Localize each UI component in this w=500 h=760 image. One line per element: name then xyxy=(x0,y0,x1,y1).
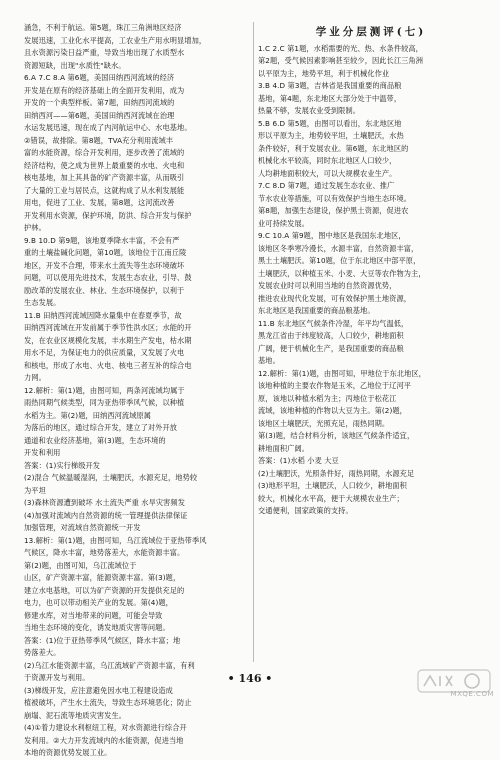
text-line: 9.B 10.D 第9题，该地夏季降水丰富，不会有严 xyxy=(24,235,180,245)
text-line: 开发是在原有的经济基础上的全面开发利用，成为 xyxy=(24,85,185,95)
text-line: 6.A 7.C 8.A 第6题，美国田纳西河流域的经济 xyxy=(24,73,175,82)
text-line: (4)①着力建设水利枢纽工程，对水资源进行综合开 xyxy=(24,723,187,732)
text-line: (3)梯级开发，应注意避免因水电工程建设造成 xyxy=(24,685,173,695)
text-line: 黑龙江省由于纬度较高，人口较少，耕地面积 xyxy=(258,331,404,340)
text-line: (2)乌江水能资源丰富，乌江流域矿产资源丰富，有利 xyxy=(24,660,195,670)
text-line: 11.B 田纳西河流域因降水量集中在春夏季节，故 xyxy=(24,310,182,320)
text-line: 交通便利，国家政策的支持。 xyxy=(258,506,353,515)
text-line: 山区，矿产资源丰富，能源资源丰富。第(3)题， xyxy=(24,573,181,582)
text-line: 答案：(1)实行梯级开发 xyxy=(24,460,101,470)
text-line: 1.C 2.C 第1题，水稻需要的光、热、水条件较高， xyxy=(258,43,423,53)
text-line: 水运发展迅速，现在成了内河航运中心、水电基地。 xyxy=(24,123,192,132)
text-line: 当地生态环境的变化，诱发地质灾害等问题。 xyxy=(24,623,170,632)
text-line: 9.C 10.A 第9题，图中地区是我国东北地区， xyxy=(258,231,406,240)
text-line: 答案：(1)水稻 小麦 大豆 xyxy=(258,456,339,465)
text-line: 3.B 4.D 第3题，吉林省是我国重要的商品粮 xyxy=(258,81,402,90)
text-line: 发，在农业区规模化发展，丰水期生产发电，枯水期 xyxy=(24,335,192,345)
text-line: 发展迅速，工业化水平提高，工农业生产用水明显增加， xyxy=(24,35,207,45)
text-line: 气候区，降水丰富，地势落差大，水能资源丰富。 xyxy=(24,548,185,557)
text-line: 涵急，不利于航运。第5题，珠江三角洲地区经济 xyxy=(24,23,182,32)
left-column xyxy=(24,22,250,760)
text-line: 田纳西河——第6题，美国田纳西河流域在治理 xyxy=(24,110,175,120)
text-line: 基地。 xyxy=(258,356,280,365)
text-line: 为落后的地区，通过综合开发，建立了对外开放 xyxy=(24,423,178,432)
text-line: 东北地区是我国重要的商品粮基地。 xyxy=(258,306,375,315)
text-line: (3)森林资源遭到破坏 水土流失严重 水旱灾害频发 xyxy=(24,498,186,507)
text-line: 励改革的发展农业、林业、生态环境保护，以利于 xyxy=(24,285,185,295)
text-line: 建立水电基地，可以为矿产资源的开发提供充足的 xyxy=(24,585,185,595)
text-line: 该地种植的主要农作物是玉米，乙地位于辽河平 xyxy=(258,381,412,390)
text-line: 崩塌、泥石流等地质灾害发生。 xyxy=(24,710,127,720)
text-line: 经济结构，使之成为世界上最重要的水电、火电和 xyxy=(24,160,185,170)
text-line: 用水不足，为保证电力的供应质量，又发展了火电 xyxy=(24,348,185,357)
text-line: 耕地面积广阔。 xyxy=(258,443,310,453)
text-line: 条件较好，利于发展农业。第6题，东北地区的 xyxy=(258,143,409,153)
right-column-body xyxy=(258,43,484,518)
text-line: 重的土壤盐碱化问题，第10题，该地位于江南丘陵 xyxy=(24,248,187,257)
text-line: (3)地形平坦，土壤肥沃，人口较少，耕地面积 xyxy=(258,481,407,490)
text-line: 黑土土壤肥沃。第10题，位于东北地区中部平原， xyxy=(258,256,421,265)
text-line: 形以平原为主，地势较平坦，土壤肥沃，水热 xyxy=(258,131,404,140)
text-line: 人均耕地面积较大，可以大规模农业生产。 xyxy=(258,168,397,178)
text-line: 于资源开发与利用。 xyxy=(24,673,90,682)
text-line: 雨热同期气候类型，同为亚热带季风气候，以种植 xyxy=(24,398,185,407)
text-line: 广阔，便于机械化生产，是我国重要的商品粮 xyxy=(258,343,404,353)
text-line: 热量不够，发展农业受到限制。 xyxy=(258,106,361,115)
text-line: 该地区土壤肥沃，光照充足，雨热同期。 xyxy=(258,418,390,428)
text-line: 第2题，受气候因素影响甚至较少，因此长江三角洲 xyxy=(258,56,424,65)
text-line: 第(2)题，由图可知，乌江流域位于 xyxy=(24,560,137,570)
text-line: 资源短缺，出现"水质性"缺水。 xyxy=(24,60,126,70)
text-line: 12.解析：第(1)题，由图可知，甲地位于东北地区， xyxy=(258,368,426,378)
text-line: 第(3)题，结合材料分析，该地区气候条件适宜， xyxy=(258,431,415,440)
text-line: 发展农业时可以利用当地的自然资源优势， xyxy=(258,281,397,290)
text-line: 开发利用水资源，保护环境，防洪、综合开发与保护 xyxy=(24,210,192,220)
text-line: 基地，第4题，东北地区大部分处于中温带， xyxy=(258,93,402,103)
text-line: 5.B 6.D 第5题，由图可以看出，东北地区地 xyxy=(258,118,402,128)
text-line: 第8题，加强生态建设，保护黑土资源，促进农 xyxy=(258,206,409,215)
page-number: • 146 • xyxy=(227,672,273,685)
text-line: 7.C 8.D 第7题，通过发展生态农业、推广 xyxy=(258,181,395,190)
text-line: 推进农业现代化发展，可有效保护黑土地资源， xyxy=(258,293,412,303)
text-line: 核电基地，加上其具备的矿产资源丰富，从而吸引 xyxy=(24,173,185,182)
text-line: 为平坦 xyxy=(24,485,46,495)
text-line: 节水农业等措施，可以有效保护当地生态环境。 xyxy=(258,193,412,203)
text-line: 原，该地以种植水稻为主；丙地位于松花江 xyxy=(258,393,397,403)
text-line: 业可持续发展。 xyxy=(258,218,310,228)
text-line: 12.解析：第(1)题，由图可知，两条河流域均属于 xyxy=(24,385,185,395)
text-line: 流域，该地种植的作物以大豆为主。第(2)题， xyxy=(258,406,407,415)
text-line: 势落差大。 xyxy=(24,648,61,657)
text-line: 地区，开发不合理，带来水土流失等生态环境破坏 xyxy=(24,260,185,270)
text-line: 生态发展。 xyxy=(24,298,61,307)
right-column xyxy=(258,22,484,518)
text-line: 和核电，形成了水电、火电、核电三者互补的综合电 xyxy=(24,360,192,370)
text-line: 开发和利用 xyxy=(24,448,61,457)
text-line: 通道和农业经济基地，第(3)题，生态环境的 xyxy=(24,435,166,445)
text-line: 且水资源污染日益严重，导致当地出现了水质型水 xyxy=(24,48,185,57)
text-line: 问题，可以使用先进技术，发展生态农业，引导、鼓 xyxy=(24,273,192,282)
text-line: 该地区冬季寒冷漫长，水源丰富，自然资源丰富， xyxy=(258,243,419,253)
text-line: 用电，促进了工业、发展，第8题，这河流改善 xyxy=(24,198,175,207)
text-line: 电力，也可以带动相关产业的发展。第(4)题， xyxy=(24,598,173,607)
text-line: 加强管理，对流域自然资源统一开发 xyxy=(24,523,141,532)
text-line: 发利用。②大力开发流域内的水能资源，促进当地 xyxy=(24,735,184,745)
text-line: 开发的一个典型样板。第7题，田纳西河流域的 xyxy=(24,98,175,107)
text-line: 了大量的工业与居民点，这就构成了从水利发展能 xyxy=(24,185,185,195)
text-line: 植被破坏，产生水土流失，导致生态环境恶化；防止 xyxy=(24,698,192,707)
text-line: 以平原为主，地势平坦，利于机械化作业 xyxy=(258,68,390,78)
text-line: (2)混合 气候温暖湿润，土壤肥沃，水源充足，地势较 xyxy=(24,473,198,482)
text-line: 本地的资源优势发展工业。 xyxy=(24,748,112,757)
text-line: 田纳西河流域在开发前属于季节性洪水区；水能的开 xyxy=(24,323,192,332)
text-line: 13.解析：第(1)题，由图可知，乌江流域位于亚热带季风 xyxy=(24,535,207,545)
text-line: 富的水能资源，综合开发利用，逐步改善了流域的 xyxy=(24,148,185,157)
text-line: (4)加强对流域内自然资源的统一管理提供法律保证 xyxy=(24,510,188,520)
text-line: 11.B 东北地区气候条件冷湿，年平均气温低， xyxy=(258,318,409,328)
text-line: 机械化水平较高，同时东北地区人口较少， xyxy=(258,156,397,165)
text-line: 较大，机械化水平高，便于大规模农业生产； xyxy=(258,493,404,503)
watermark-text: MXQE.COM xyxy=(450,690,494,698)
text-line: 水稻为主。第(2)题，田纳西河流域原属 xyxy=(24,410,152,420)
section-title: 学业分层测评(七) xyxy=(315,26,427,38)
text-line: 答案：(1)位于亚热带季风气候区，降水丰富；地 xyxy=(24,635,181,645)
text-line: 力网。 xyxy=(24,373,46,382)
text-line: 修建水库，对当地带来的问题，可能会导致 xyxy=(24,610,163,620)
column-divider xyxy=(253,22,254,662)
text-line: 护林。 xyxy=(24,223,46,232)
text-line: (2)土壤肥沃，光照条件好，雨热同期，水源充足 xyxy=(258,468,415,478)
text-line: 土壤肥沃，以种植玉米、小麦、大豆等农作物为主， xyxy=(258,268,426,278)
text-line: ②错误，故排除。第8题，TVA充分利用流域丰 xyxy=(24,135,174,145)
